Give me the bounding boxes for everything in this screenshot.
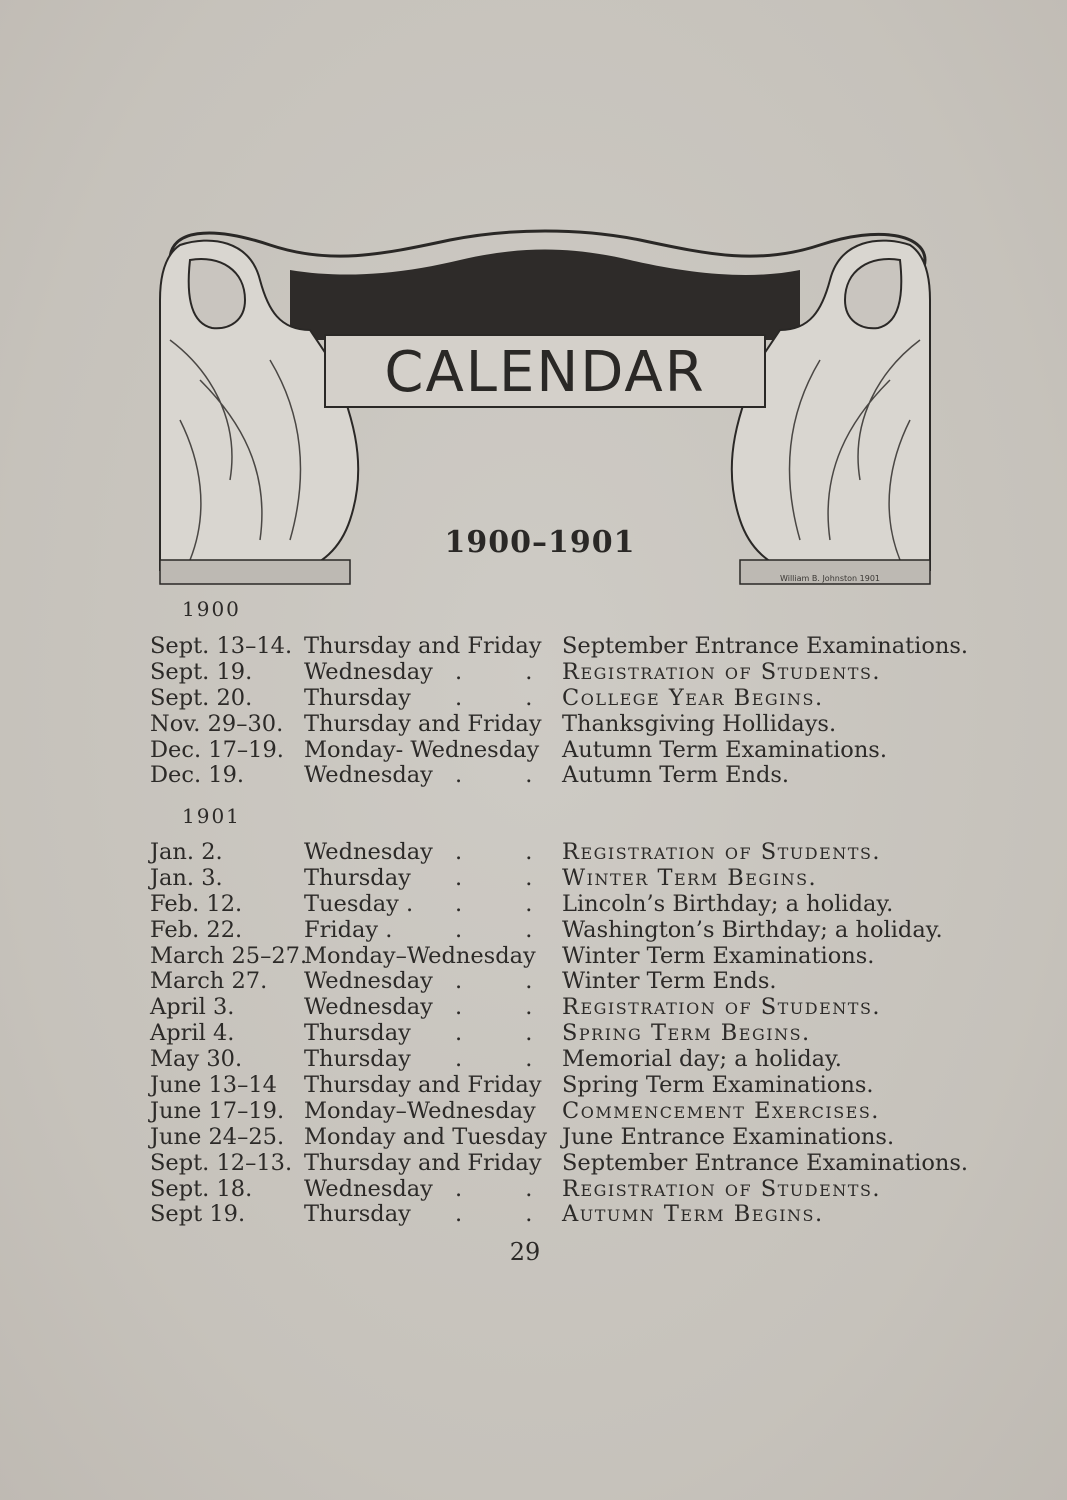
entry-event: Commencement Exercises. [562,1097,880,1124]
entry-date: Jan. 3. [150,864,223,891]
calendar-row [150,995,950,1021]
page-number: 29 [509,1238,541,1266]
artist-signature: William B. Johnston 1901 [780,574,881,583]
entry-date: Dec. 17–19. [150,736,284,763]
calendar-row [150,686,950,712]
calendar-row [150,944,950,970]
year-label-1901: 1901 [182,804,241,828]
calendar-row [150,738,950,764]
entry-day: Thursday [304,684,411,711]
entry-day: Monday–Wednesday [304,1097,536,1124]
leader-dots: . . [455,658,561,685]
calendar-row [150,1149,969,1177]
entry-date: June 24–25. [150,1123,285,1150]
entry-event: Autumn Term Examinations. [562,736,888,763]
entry-day: Thursday and Friday [304,1149,542,1176]
calendar-row [150,1073,950,1099]
entry-date: March 25–27. [150,942,308,969]
entry-date: June 13–14 [150,1072,277,1099]
leader-dots: . . [455,1201,561,1228]
calendar-title: CALENDAR [384,340,706,405]
entry-date: Feb. 12. [150,890,243,917]
leader-dots: . . [455,890,561,917]
entry-date: April 4. [150,1020,235,1047]
calendar-row [150,1125,950,1151]
entry-date: Sept. 20. [150,684,253,711]
entry-date: Jan. 2. [150,839,223,865]
entry-event: College Year Begins. [562,684,824,711]
entry-date: Feb. 22. [150,916,243,943]
entry-event: September Entrance Examinations. [562,1149,969,1176]
entry-day: Wednesday [304,658,433,685]
entry-event: Spring Term Examinations. [562,1072,874,1099]
entry-day: Thursday [304,1046,411,1073]
entry-day: Wednesday [304,762,433,789]
calendar-row [150,712,950,738]
entry-date: Sept. 19. [150,658,253,685]
entry-date: Sept. 13–14. [150,633,293,659]
entry-day: Wednesday [304,839,433,865]
entry-event: September Entrance Examinations. [562,633,969,659]
entry-date: May 30. [150,1046,243,1073]
entry-event: Registration of Students. [562,994,882,1021]
entry-event: Spring Term Begins. [562,1020,811,1047]
entry-date: Sept 19. [150,1201,246,1228]
entry-day: Wednesday [304,994,433,1021]
entry-event: Winter Term Ends. [562,968,777,995]
leader-dots: . . [455,762,561,789]
calendar-row [150,892,950,918]
entry-day: Monday- Wednesday [304,736,540,763]
calendar-section-1900 [150,633,969,789]
calendar-row [150,1021,950,1047]
entry-day: Wednesday [304,1175,433,1202]
entry-day: Thursday [304,1201,411,1228]
calendar-row [150,969,950,995]
leader-dots: . . [455,968,561,995]
calendar-row [150,840,950,866]
leader-dots: . . [455,916,561,943]
entry-date: Sept. 12–13. [150,1149,293,1176]
entry-event: Thanksgiving Hollidays. [562,710,837,737]
calendar-row [150,918,950,944]
leader-dots: . . [455,839,561,865]
calendar-row [150,633,969,660]
entry-day: Thursday and Friday [304,633,542,659]
calendar-row [150,866,950,892]
entry-event: Autumn Term Ends. [562,762,790,789]
entry-event: Registration of Students. [562,1175,882,1202]
entry-event: Registration of Students. [562,658,882,685]
entry-date: April 3. [150,994,235,1021]
calendar-section-1901 [150,839,969,1228]
calendar-row [150,660,950,686]
entry-event: June Entrance Examinations. [562,1123,895,1150]
entry-day: Friday . [304,916,393,943]
entry-day: Thursday and Friday [304,710,542,737]
calendar-row [150,1202,950,1228]
entry-day: Wednesday [304,968,433,995]
calendar-row [150,1047,950,1073]
leader-dots: . . [455,1020,561,1047]
leader-dots: . . [455,1175,561,1202]
entry-date: Sept. 18. [150,1175,253,1202]
entry-date: March 27. [150,968,268,995]
entry-event: Registration of Students. [562,839,882,865]
leader-dots: . . [455,864,561,891]
entry-date: June 17–19. [150,1097,285,1124]
year-label-1900: 1900 [182,597,241,621]
entry-day: Thursday [304,864,411,891]
calendar-row [150,1177,950,1203]
entry-day: Thursday [304,1020,411,1047]
leader-dots: . . [455,684,561,711]
entry-day: Monday–Wednesday [304,942,536,969]
leader-dots: . . [455,994,561,1021]
entry-event: Lincoln’s Birthday; a holiday. [562,890,894,917]
entry-day: Thursday and Friday [304,1072,542,1099]
entry-day: Tuesday . [304,890,414,917]
academic-year-range: 1900–1901 [444,525,636,560]
entry-event: Winter Term Examinations. [562,942,875,969]
entry-event: Washington’s Birthday; a holiday. [562,916,943,943]
entry-event: Winter Term Begins. [562,864,818,891]
leader-dots: . . [455,1046,561,1073]
calendar-row [150,1099,950,1125]
entry-event: Memorial day; a holiday. [562,1046,842,1073]
entry-date: Dec. 19. [150,762,245,789]
calendar-row [150,763,950,789]
entry-day: Monday and Tuesday [304,1123,548,1150]
entry-event: Autumn Term Begins. [562,1201,824,1228]
entry-date: Nov. 29–30. [150,710,284,737]
